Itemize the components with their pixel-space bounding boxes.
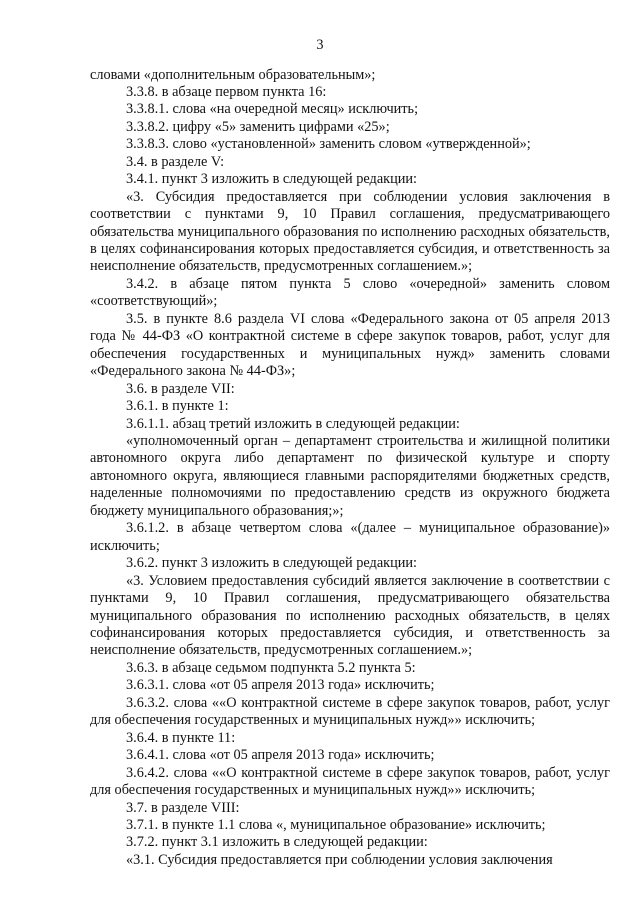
page-number: 3 bbox=[316, 37, 324, 53]
paragraph: 3.6.3.2. слова ««О контрактной системе в сфере закупок товаров, работ, услуг для обеспечения государственных и муниципальных нужд»» исключить; bbox=[90, 694, 610, 729]
paragraph: 3.6. в разделе VII: bbox=[126, 380, 235, 397]
paragraph: 3.7. в разделе VIII: bbox=[126, 799, 240, 816]
paragraph: «уполномоченный орган – департамент строительства и жилищной политики автономного округа либо департамент по физической культуре и спорту автономного округа, являющиеся главными распорядителями бюджетных средств, наделенные полномочиями по предоставлению средств из окружного бюджета бюджету муниципального образования;»; bbox=[90, 433, 610, 519]
paragraph: 3.4.1. пункт 3 изложить в следующей редакции: bbox=[126, 171, 418, 188]
paragraph: 3.6.1.2. в абзаце четвертом слова «(далее – муниципальное образование)» исключить; bbox=[90, 520, 610, 554]
paragraph: 3.3.8. в абзаце первом пункта 16: bbox=[126, 83, 327, 100]
paragraph: 3.3.8.1. слова «на очередной месяц» исключить; bbox=[126, 101, 419, 118]
paragraph: 3.7.2. пункт 3.1 изложить в следующей редакции: bbox=[126, 834, 428, 851]
paragraph: 3.7.1. в пункте 1.1 слова «, муниципальное образование» исключить; bbox=[126, 816, 546, 833]
paragraph: 3.6.4.2. слова ««О контрактной системе в сфере закупок товаров, работ, услуг для обеспечения государственных и муниципальных нужд»» исключить; bbox=[90, 764, 610, 799]
paragraph: 3.6.1.1. абзац третий изложить в следующей редакции: bbox=[126, 415, 460, 432]
paragraph: 3.6.4.1. слова «от 05 апреля 2013 года» исключить; bbox=[126, 747, 435, 764]
paragraph: 3.3.8.2. цифру «5» заменить цифрами «25»; bbox=[126, 118, 390, 135]
paragraph: «3. Субсидия предоставляется при соблюдении условия заключения в соответствии с пунктами 9, 10 Правил соглашения, предусматривающего обязательства муниципального образования по исполнению расходных обязательств, в целях софинансирования которых предоставляется субсидия, и ответственность за неисполнение обязательств, предусмотренных соглашением.»; bbox=[90, 188, 610, 275]
paragraph: 3.3.8.3. слово «установленной» заменить словом «утвержденной»; bbox=[126, 136, 531, 153]
paragraph: 3.6.4. в пункте 11: bbox=[126, 729, 236, 746]
paragraph: словами «дополнительным образовательным»; bbox=[90, 66, 376, 83]
paragraph: 3.6.2. пункт 3 изложить в следующей редакции: bbox=[126, 555, 418, 572]
paragraph: 3.6.3.1. слова «от 05 апреля 2013 года» исключить; bbox=[126, 677, 435, 694]
paragraph: «3.1. Субсидия предоставляется при соблюдении условия заключения bbox=[126, 851, 553, 868]
paragraph: 3.5. в пункте 8.6 раздела VI слова «Федерального закона от 05 апреля 2013 года № 44-ФЗ «О контрактной системе в сфере закупок товаров, работ, услуг для обеспечения государственных и муниципальных нужд» заменить словами «Федерального закона № 44-ФЗ»; bbox=[90, 310, 610, 380]
paragraph: «3. Условием предоставления субсидий является заключение в соответствии с пунктами 9, 10 Правил соглашения, предусматривающего обязательства муниципального образования по исполнению расходных обязательств, в целях софинансирования которых предоставляется субсидия, и ответственность за неисполнение обязательств, предусмотренных соглашением.»; bbox=[90, 572, 610, 659]
paragraph: 3.6.3. в абзаце седьмом подпункта 5.2 пункта 5: bbox=[126, 659, 416, 676]
paragraph: 3.4.2. в абзаце пятом пункта 5 слово «очередной» заменить словом «соответствующий»; bbox=[90, 275, 610, 310]
paragraph: 3.6.1. в пункте 1: bbox=[126, 398, 229, 415]
document-body bbox=[90, 67, 610, 870]
paragraph: 3.4. в разделе V: bbox=[126, 153, 225, 170]
